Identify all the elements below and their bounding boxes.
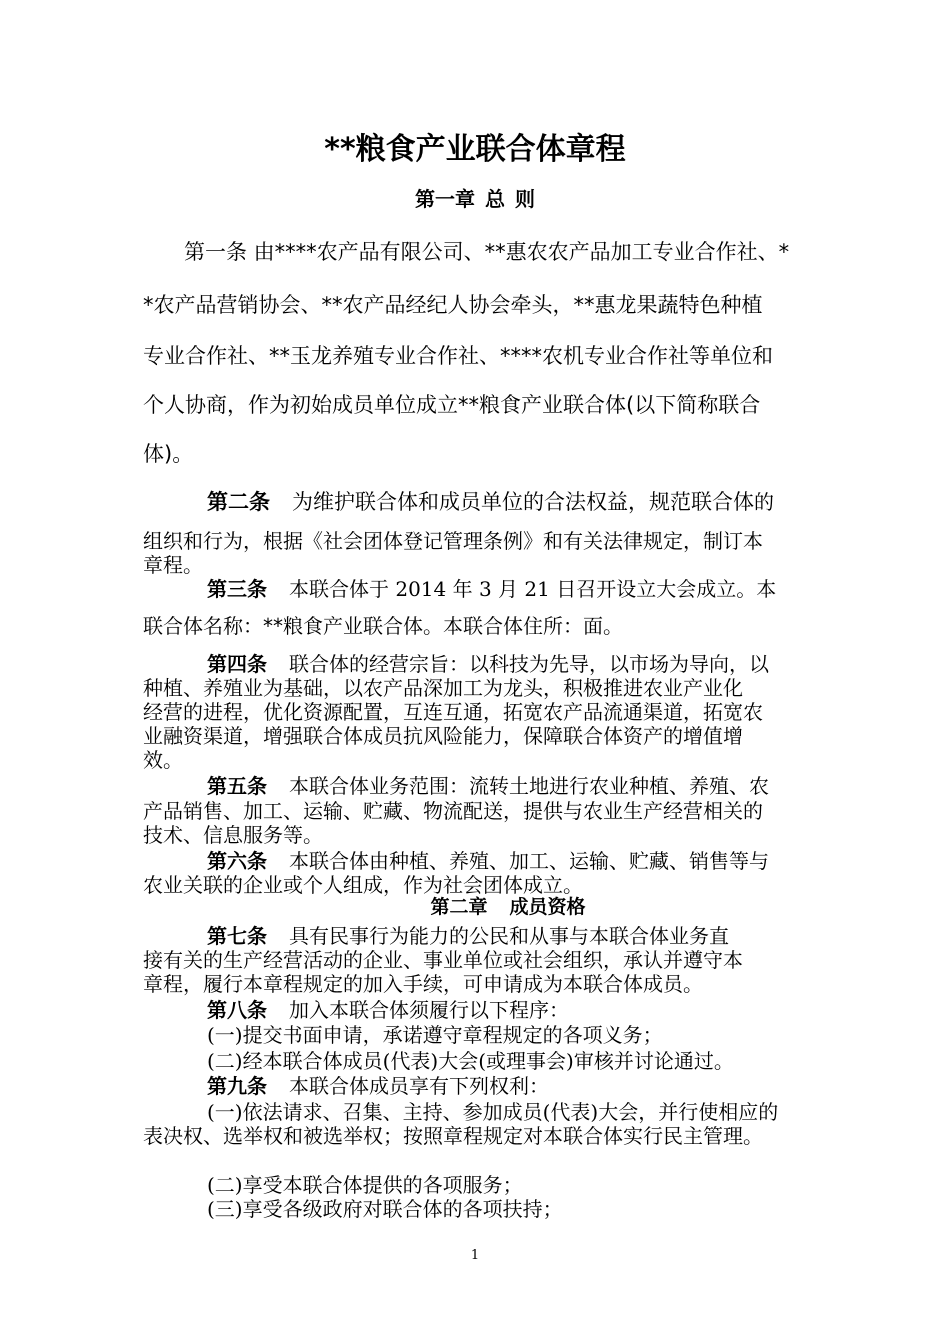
article-6-label: 第六条 (207, 849, 267, 873)
article-4-line: 种植、养殖业为基础，以农产品深加工为龙头，积极推进农业产业化 (143, 676, 743, 700)
article-7-label: 第七条 (207, 924, 267, 948)
article-9-item: (二)享受本联合体提供的各项服务； (207, 1173, 523, 1197)
article-1-line: 体)。 (143, 442, 194, 466)
article-9-label: 第九条 (207, 1074, 267, 1098)
article-4-label: 第四条 (207, 652, 267, 676)
article-2-text-tail: 的 (754, 490, 774, 514)
article-3-name: **粮食产业联合体 (263, 614, 423, 638)
article-3-label: 第三条 (207, 577, 267, 601)
article-8-text: 加入本联合体须履行以下程序： (289, 998, 569, 1022)
article-2-line: 章程。 (143, 553, 203, 577)
article-9-item: (一)依法请求、召集、主持、参加成员(代表)大会，并行使相应的 (207, 1100, 779, 1124)
article-4-text: 联合体的经营宗旨：以科技为先导，以市场为导向，以 (289, 652, 769, 676)
article-5-line: 产品销售、加工、运输、贮藏、物流配送，提供与农业生产经营相关的 (143, 799, 763, 823)
article-7-text: 具有民事行为能力的公民和从事与本联合体业务直 (289, 924, 729, 948)
article-1-line: 个人协商，作为初始成员单位成立**粮食产业联合体(以下简称联合 (143, 393, 761, 417)
chapter-2-number: 第二章 (430, 896, 488, 918)
article-3-line (207, 573, 776, 602)
chapter-1-number: 第一章 (415, 187, 475, 211)
chapter-2-heading (0, 893, 950, 921)
article-9-text: 本联合体成员享有下列权利： (289, 1074, 549, 1098)
article-8-label: 第八条 (207, 998, 267, 1022)
article-3-text: 本联合体于 2014 年 3 月 21 日召开设立大会成立。本 (289, 577, 777, 601)
article-2-text: 为维护联合体和成员单位的合法权益，规范联合体 (292, 490, 754, 514)
article-6-line: 农业关联的企业或个人组成，作为社会团体成立。 (143, 873, 583, 897)
article-3-line (143, 610, 623, 639)
article-4-line: 经营的进程，优化资源配置，互连互通，拓宽农产品流通渠道，拓宽农 (143, 700, 763, 724)
article-3-address: 。本联合体住所：面。 (423, 614, 623, 638)
article-7-line: 章程，履行本章程规定的加入手续，可申请成为本联合体成员。 (143, 972, 703, 996)
article-9-line (207, 1070, 549, 1099)
article-1-line: 专业合作社、**玉龙养殖专业合作社、****农机专业合作社等单位和 (143, 344, 773, 368)
article-8-item: (一)提交书面申请，承诺遵守章程规定的各项义务； (207, 1023, 663, 1047)
article-2-line (207, 486, 774, 516)
article-9-item: 表决权、选举权和被选举权；按照章程规定对本联合体实行民主管理。 (143, 1124, 763, 1148)
chapter-1-title-b: 则 (515, 187, 535, 211)
article-5-label: 第五条 (207, 774, 267, 798)
document-title: **粮食产业联合体章程 (324, 132, 626, 167)
article-5-line: 技术、信息服务等。 (143, 823, 323, 847)
article-8-item: (二)经本联合体成员(代表)大会(或理事会)审核并讨论通过。 (207, 1049, 734, 1073)
chapter-1-title-a: 总 (485, 187, 505, 211)
article-4-line: 效。 (143, 748, 183, 772)
article-3-name-label: 联合体名称： (143, 614, 263, 638)
article-6-text: 本联合体由种植、养殖、加工、运输、贮藏、销售等与 (289, 849, 769, 873)
article-5-text: 本联合体业务范围：流转土地进行农业种植、养殖、农 (289, 774, 769, 798)
article-2-label: 第二条 (207, 490, 270, 514)
article-9-item: (三)享受各级政府对联合体的各项扶持； (207, 1197, 563, 1221)
article-1-line: 第一条 由****农产品有限公司、**惠农农产品加工专业合作社、* (184, 240, 790, 264)
chapter-1-heading (0, 184, 950, 214)
chapter-2-title: 成员资格 (509, 896, 586, 918)
page-number: 1 (470, 1248, 480, 1263)
article-4-line: 业融资渠道，增强联合体成员抗风险能力，保障联合体资产的增值增 (143, 724, 743, 748)
article-1-line: *农产品营销协会、**农产品经纪人协会牵头，**惠龙果蔬特色种植 (143, 293, 763, 317)
article-2-line: 组织和行为，根据《社会团体登记管理条例》和有关法律规定，制订本 (143, 529, 763, 553)
article-7-line: 接有关的生产经营活动的企业、事业单位或社会组织，承认并遵守本 (143, 948, 743, 972)
